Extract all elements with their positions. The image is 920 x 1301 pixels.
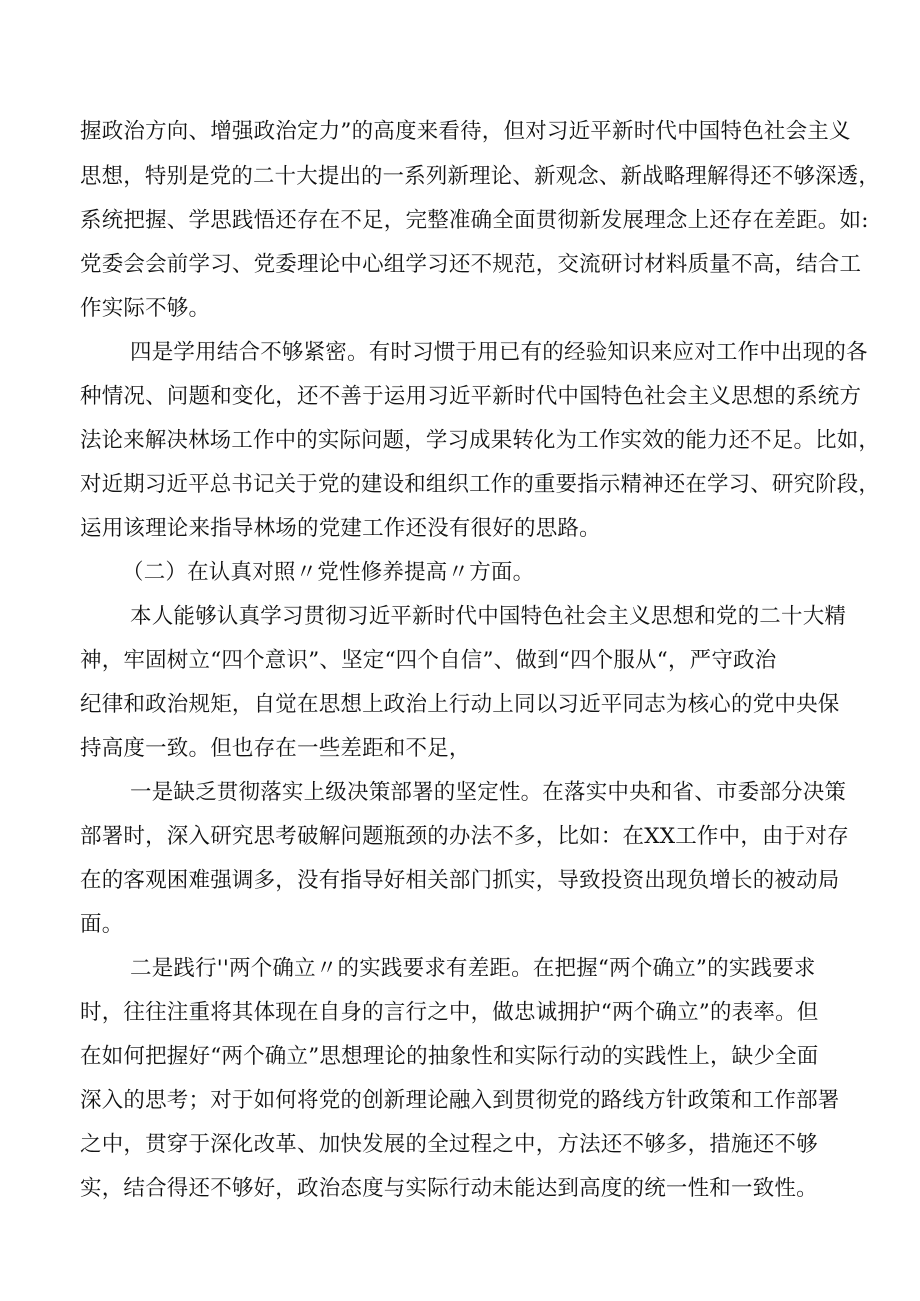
- text-line: 种情况、问题和变化，还不善于运用习近平新时代中国特色社会主义思想的系统方: [80, 384, 862, 409]
- text-line: 在如何把握好“两个确立”思想理论的抽象性和实际行动的实践性上，缺少全面: [80, 1044, 819, 1069]
- text-line: 运用该理论来指导林场的党建工作还没有很好的思路。: [80, 516, 601, 541]
- section-heading: （二）在认真对照〃党性修养提高〃方面。: [122, 560, 535, 585]
- text-line: 对近期习近平总书记关于党的建设和组织工作的重要指示精神还在学习、研究阶段，: [80, 472, 880, 497]
- text-line: 面。: [80, 912, 124, 937]
- text-line: 在的客观困难强调多，没有指导好相关部门抓实，导致投资出现负增长的被动局: [80, 868, 840, 893]
- text-line: 法论来解决林场工作中的实际问题，学习成果转化为工作实效的能力还不足。比如，: [80, 428, 880, 453]
- text-line: 部署时，深入研究思考破解问题瓶颈的办法不多，比如：在XX工作中，由于对存: [80, 824, 849, 849]
- text-line: 思想，特别是党的二十大提出的一系列新理论、新观念、新战略理解得还不够深透，: [80, 164, 880, 189]
- text-line: 系统把握、学思践悟还存在不足，完整准确全面贯彻新发展理念上还存在差距。如:: [80, 208, 869, 233]
- text-line: 神，牢固树立“四个意识”、坚定“四个自信”、做到“四个服从“，严守政治: [80, 648, 777, 673]
- text-line: 持高度一致。但也存在一些差距和不足，: [80, 736, 471, 761]
- text-line: 实，结合得还不够好，政治态度与实际行动未能达到高度的统一性和一致性。: [80, 1176, 818, 1201]
- text-line: 党委会会前学习、党委理论中心组学习还不规范，交流研讨材料质量不高，结合工: [80, 252, 862, 277]
- text-line: 作实际不够。: [80, 296, 211, 321]
- text-line: 之中，贯穿于深化改革、加快发展的全过程之中，方法还不够多，措施还不够: [80, 1132, 818, 1157]
- text-line: 纪律和政治规矩，自觉在思想上政治上行动上同以习近平同志为核心的党中央保: [80, 692, 840, 717]
- paragraph-first-line: 本人能够认真学习贯彻习近平新时代中国特色社会主义思想和党的二十大精: [130, 604, 847, 629]
- paragraph-first-line: 一是缺乏贯彻落实上级决策部署的坚定性。在落实中央和省、市委部分决策: [130, 780, 847, 805]
- paragraph-first-line: 四是学用结合不够紧密。有时习惯于用已有的经验知识来应对工作中出现的各: [130, 340, 868, 365]
- paragraph-first-line: 二是践行''两个确立〃的实践要求有差距。在把握“两个确立”的实践要求: [130, 956, 816, 981]
- text-line: 时，往往注重将其体现在自身的言行之中，做忠诚拥护“两个确立”的表率。但: [80, 1000, 819, 1025]
- text-line: 深入的思考；对于如何将党的创新理论融入到贯彻党的路线方针政策和工作部署: [80, 1088, 840, 1113]
- text-line: 握政治方向、增强政治定力”的高度来看待，但对习近平新时代中国特色社会主义: [80, 119, 851, 144]
